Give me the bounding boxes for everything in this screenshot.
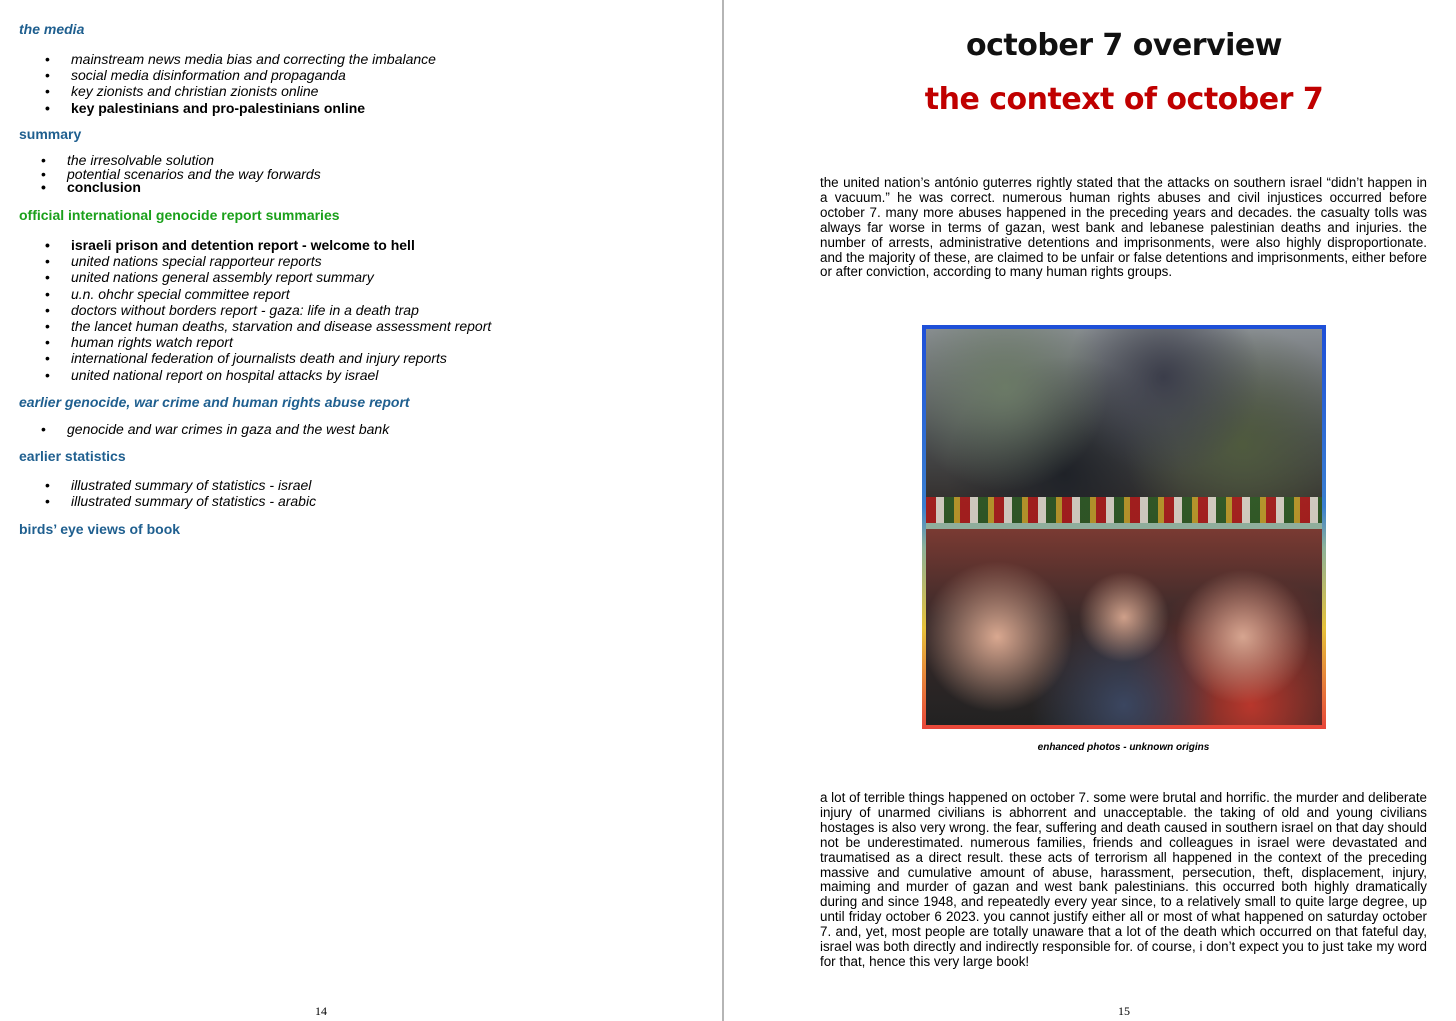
toc-item[interactable]: • human rights watch report xyxy=(71,334,491,350)
toc-list-earlier-report xyxy=(67,421,389,437)
toc-item[interactable]: • key zionists and christian zionists online xyxy=(71,83,436,99)
flowers-detail xyxy=(926,497,1322,523)
section-heading-summary[interactable]: summary xyxy=(19,126,82,142)
section-heading-genocide-reports[interactable]: official international genocide report summaries xyxy=(19,207,340,223)
toc-item[interactable]: • international federation of journalists death and injury reports xyxy=(71,350,491,366)
toc-list-the-media xyxy=(71,51,436,116)
toc-item[interactable]: • potential scenarios and the way forwards xyxy=(67,168,321,182)
photo-caption: enhanced photos - unknown origins xyxy=(1037,742,1210,753)
toc-item[interactable]: • conclusion xyxy=(67,181,321,195)
page-subtitle: the context of october 7 xyxy=(924,82,1324,117)
toc-item[interactable]: • israeli prison and detention report - welcome to hell xyxy=(71,237,491,253)
section-heading-earlier-report[interactable]: earlier genocide, war crime and human rights abuse report xyxy=(19,394,410,410)
toc-item[interactable]: • illustrated summary of statistics - israel xyxy=(71,477,316,493)
page-number-right: 15 xyxy=(1118,1004,1130,1018)
toc-item[interactable]: • united national report on hospital attacks by israel xyxy=(71,367,491,383)
toc-item[interactable]: • mainstream news media bias and correcting the imbalance xyxy=(71,51,436,67)
body-paragraph-2: a lot of terrible things happened on october 7. some were brutal and horrific. the murder and deliberate injury of unarmed civilians is abhorrent and unacceptable. the taking of old and young civilians hostages is also very wrong. the fear, suffering and death caused in southern israel on that day should not be underestimated. numerous families, friends and colleagues in israel were devastated and traumatised as a direct result. these acts of terrorism all happened in the context of the preceding massive and cumulative amount of abuse, harassment, persecution, theft, displacement, injury, maiming and murder of gazan and west bank palestinians. this occurred both highly dramatically during and since 1948, and repeatedly every year since, to a relatively small to quite large degree, up until friday october 6 2023. you cannot justify either all or most of what happened on saturday october 7. and, yet, most people are totally unaware that a lot of the death which occurred on that fateful day, israel was both directly and indirectly responsible for. of course, i don’t expect you to just take my word for that, hence this very large book! xyxy=(820,790,1427,969)
page-title: october 7 overview xyxy=(966,28,1282,63)
toc-list-genocide-reports xyxy=(71,237,491,383)
toc-item[interactable]: • social media disinformation and propaganda xyxy=(71,67,436,83)
toc-item[interactable]: • united nations general assembly report summary xyxy=(71,269,491,285)
toc-item[interactable]: • doctors without borders report - gaza: life in a death trap xyxy=(71,302,491,318)
page-number-left: 14 xyxy=(315,1004,327,1018)
toc-list-earlier-statistics xyxy=(71,477,316,509)
toc-item[interactable]: • illustrated summary of statistics - arabic xyxy=(71,493,316,509)
section-heading-earlier-statistics[interactable]: earlier statistics xyxy=(19,448,126,464)
toc-item[interactable]: • the lancet human deaths, starvation and disease assessment report xyxy=(71,318,491,334)
toc-item[interactable]: • key palestinians and pro-palestinians online xyxy=(71,100,436,116)
section-heading-the-media[interactable]: the media xyxy=(19,21,85,37)
photo-collage xyxy=(926,329,1322,725)
left-page xyxy=(0,0,723,1021)
mourners-photo-bottom xyxy=(926,529,1322,725)
page-divider xyxy=(722,0,724,1021)
toc-list-summary xyxy=(67,154,321,195)
toc-item[interactable]: • united nations special rapporteur reports xyxy=(71,253,491,269)
toc-item[interactable]: • genocide and war crimes in gaza and the west bank xyxy=(67,421,389,437)
toc-item[interactable]: • the irresolvable solution xyxy=(67,154,321,168)
mourners-photo-top xyxy=(926,329,1322,523)
toc-item[interactable]: • u.n. ohchr special committee report xyxy=(71,286,491,302)
body-paragraph-1: the united nation’s antónio guterres rightly stated that the attacks on southern israel “didn’t happen in a vacuum.” he was correct. numerous human rights abuses and civil injustices occurred before october 7. many more abuses happened in the preceding years and decades. the casualty tolls was always far worse in terms of gazan, west bank and lebanese palestinian deaths and injuries. the number of arrests, administrative detentions and imprisonments, were also highly disproportionate. and the majority of these, are claimed to be unfair or false detentions and imprisonments, either before or after conviction, according to many human rights groups. xyxy=(820,175,1427,280)
section-heading-birds-eye-views[interactable]: birds’ eye views of book xyxy=(19,521,181,537)
photo-frame xyxy=(922,325,1326,729)
